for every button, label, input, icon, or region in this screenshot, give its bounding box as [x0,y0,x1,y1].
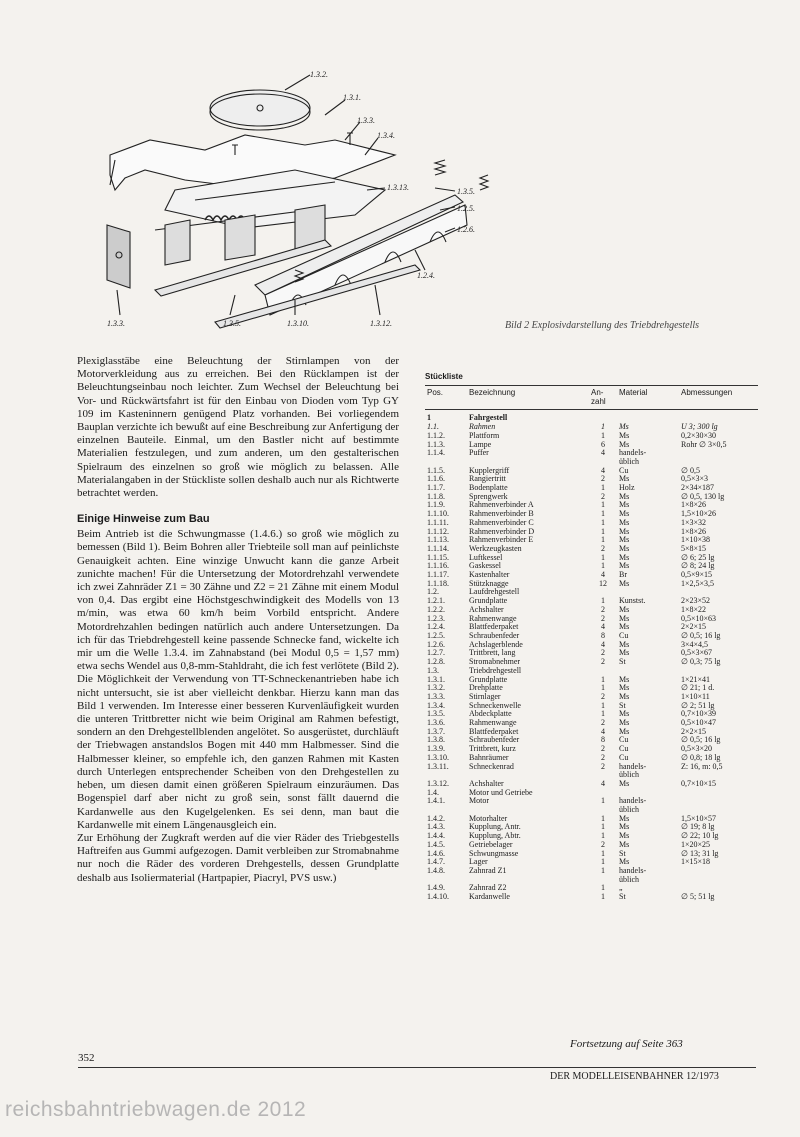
footer-rule [78,1067,756,1068]
table-cell: 1×3×32 [681,517,707,527]
table-cell: 1.3.6. [427,718,445,728]
table-cell: Schraubenfeder [469,630,520,640]
table-cell: Rohr ∅ 3×0,5 [681,439,727,449]
table-cell: 1.2.8. [427,657,445,667]
table-cell: St [619,848,626,858]
table-cell: 1 [601,430,605,440]
table-cell: Ms [619,726,630,736]
table-cell: 2 [601,752,605,762]
table-cell: 1×10×38 [681,535,711,545]
figure-label: 1.3.12. [370,319,392,328]
table-cell: 1.4.4. [427,831,445,841]
table-cell: Ms [619,691,630,701]
table-cell: Holz [619,483,635,493]
table-cell: 1.1.10. [427,509,449,519]
table-cell: Luftkessel [469,552,503,562]
table-cell: 1.2.7. [427,648,445,658]
figure-label: 1.3.5. [457,187,475,196]
table-cell: Lampe [469,439,492,449]
table-cell: Ms [619,604,630,614]
table-cell: 1.3.7. [427,726,445,736]
table-cell: Stützknagge [469,578,509,588]
table-cell: 1.4.8. [427,865,445,875]
table-cell: Ms [619,639,630,649]
table-cell: Ms [619,517,630,527]
table-cell: 1.4.3. [427,822,445,832]
table-cell: 1.1.3. [427,439,445,449]
table-cell: 2×2×15 [681,726,707,736]
table-cell: 0,5×3×67 [681,648,713,658]
table-cell: 1 [601,535,605,545]
table-cell: Ms [619,709,630,719]
table-cell: Kastenhalter [469,570,510,580]
table-cell: Grundplatte [469,596,508,606]
table-cell: Ms [619,526,630,536]
table-cell: 2×34×187 [681,483,715,493]
table-cell: Ms [619,535,630,545]
table-cell: Rahmenwange [469,613,517,623]
table-cell: Sprengwerk [469,491,508,501]
table-cell: 1 [601,483,605,493]
table-cell: 1 [601,500,605,510]
table-cell: Blattfederpaket [469,622,519,632]
table-cell: Ms [619,430,630,440]
table-cell: 4 [601,465,605,475]
table-cell: 1.3.10. [427,752,449,762]
table-cell: Ms [619,509,630,519]
table-cell: 1 [601,561,605,571]
table-cell: ∅ 6; 25 lg [681,552,715,562]
table-cell: 1.2.6. [427,639,445,649]
table-cell: 1 [601,796,605,806]
table-cell: Rahmenwange [469,718,517,728]
table-cell: 1.3. [427,665,439,675]
table-cell: handels- üblich [619,761,647,780]
table-cell: Kupplung, Abtr. [469,831,521,841]
table-cell: Rahmen [469,422,496,432]
table-cell: Rangiertritt [469,474,506,484]
table-cell: Puffer [469,448,489,458]
figure-label: 1.3.3. [107,319,125,328]
parts-table-body [425,410,758,902]
table-cell: 1 [601,517,605,527]
table-cell: Ms [619,543,630,553]
table-cell: Ms [619,822,630,832]
parts-header-cell: Abmessungen [679,386,758,410]
table-cell: handels- üblich [619,796,647,815]
table-row [425,893,758,902]
table-cell: Ms [619,831,630,841]
table-cell: Triebdrehgestell [469,665,522,675]
table-cell: Lager [469,857,488,867]
table-cell: Zahnrad Z1 [469,865,507,875]
table-cell: 4 [601,726,605,736]
table-cell: 2 [601,839,605,849]
table-cell: Bodenplatte [469,483,508,493]
table-cell: 1.1.8. [427,491,445,501]
table-cell: St [619,892,626,902]
table-cell: 0,5×10×63 [681,613,717,623]
table-row [425,763,758,780]
table-cell: 2 [601,657,605,667]
table-cell: Achshalter [469,604,504,614]
parts-table [425,385,758,902]
table-cell: 1.3.11. [427,761,449,771]
table-cell: 1 [601,831,605,841]
table-cell: Rahmenverbinder E [469,535,534,545]
table-cell: Ms [619,778,630,788]
article-text-column [77,355,399,885]
table-cell [679,449,758,466]
table-cell: Trittbrett, kurz [469,744,516,754]
watermark: reichsbahntriebwagen.de 2012 [5,1098,307,1121]
table-cell: Zahnrad Z2 [469,883,507,893]
table-cell: 0,5×3×20 [681,744,713,754]
parts-header-cell: Pos. [425,386,467,410]
table-cell: Fahrgestell [469,413,508,423]
table-cell: 1.2.4. [427,622,445,632]
table-cell: 1×21×41 [681,674,711,684]
table-cell: 2×23×52 [681,596,711,606]
table-cell: 1×8×26 [681,526,707,536]
table-cell: 1 [601,596,605,606]
table-cell: 1.4. [427,787,439,797]
table-cell: 12 [599,578,607,588]
table-cell: 1.3.2. [427,683,445,693]
table-cell: Motor und Getriebe [469,787,533,797]
table-cell: 1 [601,865,605,875]
table-cell: 1×15×18 [681,857,711,867]
table-cell: 1.2.3. [427,613,445,623]
figure-label: 1.3.3. [357,116,375,125]
table-cell: 1 [601,674,605,684]
table-cell: 1 [601,709,605,719]
table-cell: 8 [601,735,605,745]
table-cell: 2 [601,691,605,701]
table-cell: 0,5×9×15 [681,570,713,580]
table-cell: Getriebelager [469,839,513,849]
table-cell: Kupplergriff [469,465,510,475]
parts-header-cell: Bezeichnung [467,386,589,410]
table-cell: 2 [601,648,605,658]
table-cell: ∅ 13; 31 lg [681,848,719,858]
figure-label: 1.2.4. [417,271,435,280]
table-cell: Kupplung, Antr. [469,822,521,832]
table-cell: ∅ 8; 24 lg [681,561,715,571]
table-cell: 1 [427,413,431,423]
table-cell: 1.4.7. [427,857,445,867]
table-cell: Rahmenverbinder B [469,509,534,519]
figure-label: 1.3.1. [343,93,361,102]
table-cell: 1.1.18. [427,578,449,588]
table-cell: 1 [601,700,605,710]
table-cell: Ms [619,674,630,684]
table-cell: Gaskessel [469,561,501,571]
table-cell: 1.3.9. [427,744,445,754]
table-cell: Ms [619,622,630,632]
parts-list [425,372,758,902]
table-cell: 1.4.6. [427,848,445,858]
table-cell: 1 [601,883,605,893]
table-cell: 1,5×10×26 [681,509,717,519]
table-cell: ∅ 5; 51 lg [681,892,715,902]
parts-list-title: Stückliste [425,372,463,381]
table-cell: Drehplatte [469,683,503,693]
table-cell: 0,7×10×39 [681,709,717,719]
table-cell: Schwungmasse [469,848,519,858]
table-cell: 1.1.12. [427,526,449,536]
table-cell: 2 [601,543,605,553]
table-cell: 1 [601,822,605,832]
table-cell: 1.1.13. [427,535,449,545]
table-cell: 1.1.2. [427,430,445,440]
table-cell: Ms [619,839,630,849]
table-cell: St [619,657,626,667]
table-cell: ∅ 2; 51 lg [681,700,715,710]
table-cell: ∅ 0,3; 75 lg [681,657,721,667]
parts-header-cell: Material [617,386,679,410]
table-cell: 2 [601,718,605,728]
table-cell: 1.4.9. [427,883,445,893]
table-cell: Cu [619,735,629,745]
table-cell: Cu [619,752,629,762]
table-cell: St [619,700,626,710]
table-cell: 1.3.1. [427,674,445,684]
table-cell: ∅ 0,5; 16 lg [681,630,721,640]
table-cell: U 3; 300 lg [681,422,718,432]
table-cell: 1.1.15. [427,552,449,562]
table-cell: 2 [601,474,605,484]
figure-caption: Bild 2 Explosivdarstellung des Triebdrehgestells [505,320,700,331]
table-cell: Br [619,570,627,580]
table-cell: 1 [601,857,605,867]
table-cell: Plattform [469,430,500,440]
figure-label: 1.3.5. [223,319,241,328]
figure-label: 1.3.2. [310,70,328,79]
table-cell: 1.2.2. [427,604,445,614]
table-cell: 3×4×4,5 [681,639,709,649]
table-cell: Abdeckplatte [469,709,512,719]
table-row [425,797,758,814]
table-cell: Rahmenverbinder C [469,517,534,527]
table-cell: ∅ 0,5, 130 lg [681,491,725,501]
paragraph: Beim Antrieb ist die Schwungmasse (1.4.6.) so groß wie möglich zu bemessen (Bild 1). Beim Bohren aller Triebteile soll man auf peinlichste Genauigkeit achten. Eine winzige Unwucht kann die ganze Arbeit zunichte machen! Für die Untersetzung der Motordrehzahl verwendete ich zwei Zahnräder Z1 = 30 Zähne und Z2 = 21 Zähne mit einem Modul von 0,4. Das ergibt eine Höchstgeschwindigkeit des Modells von 13 m/min, was etwa 60 km/h beim Vorbild entspricht. Andere Motordrehzahlen bedingen natürlich auch andere Untersetzungen. Da ich für das Triebdrehgestell keine passende Schnecke fand, wickelte ich mir um die Welle 1.3.4. im Zahnabstand (bei Modul 0,5 = 1,57 mm) etwa sechs Wendel aus 0,8-mm-Stahldraht, die ich fest verlötete (Bild 2). Die Möglichkeit der Verwendung von TT-Schneckenantrieben habe ich nicht untersucht, sie ist aber vielleicht denkbar. Hierzu kann man das Bild 1 verwenden. Im Interesse einer besseren Kurvenläufigkeit wurden die unteren Trittbretter nicht wie beim Original am Rahmen befestigt, sondern an den Drehgestellblenden angelötet. So ausgerüstet, durchläuft der Triebwagen anstandslos Bogen mit 440 mm Halbmesser. Sind die Halbmesser kleiner, so empfehle ich, den ganzen Rahmen mit Kasten durch Unterlegen entsprechender Scheiben von den Drehgestellen zu heben, um diesen damit einen größeren Spielraum einzuräumen. Das Bogenspiel darf aber nicht zu groß sein, sonst fällt dauernd die Kardanwelle aus den Kugelgelenken. Es sei denn, man baut die Kardanwelle mit einem Längenausgleich ein. [77,528,399,831]
table-cell: Ms [619,552,630,562]
table-cell: Schneckenrad [469,761,514,771]
table-cell: Ms [619,500,630,510]
table-cell [679,797,758,814]
table-cell: 1 [601,552,605,562]
table-cell: 0,2×30×30 [681,430,717,440]
table-cell: Kardanwelle [469,892,510,902]
table-cell: 8 [601,630,605,640]
table-cell: 1 [601,848,605,858]
table-cell [679,867,758,884]
table-cell: ∅ 0,5; 16 lg [681,735,721,745]
table-cell: Cu [619,744,629,754]
table-cell: Cu [619,465,629,475]
table-cell: handels- üblich [619,448,647,466]
journal-name: DER MODELLEISENBAHNER 12/1973 [550,1071,719,1082]
table-cell: Z: 16, m: 0,5 [681,761,723,771]
table-cell: 1.1.14. [427,543,449,553]
table-cell: Ms [619,718,630,728]
table-cell: 1.1.17. [427,570,449,580]
table-cell: 0,5×10×47 [681,718,717,728]
table-cell: 0,5×3×3 [681,474,709,484]
table-cell: ∅ 19; 8 lg [681,822,715,832]
table-cell: 1,5×10×57 [681,813,717,823]
table-cell: Ms [619,422,629,432]
table-cell: 2 [601,744,605,754]
table-row [425,867,758,884]
table-cell: 1.1.9. [427,500,445,510]
table-cell: 1.2.1. [427,596,445,606]
table-cell: 1.3.12. [427,778,449,788]
table-cell: 1×2,5×3,5 [681,578,715,588]
table-cell: Trittbrett, lang [469,648,516,658]
table-cell: 1 [601,683,605,693]
table-cell: 6 [601,439,605,449]
table-cell: Schneckenwelle [469,700,521,710]
table-cell: 2 [601,491,605,501]
table-cell: Rahmenverbinder A [469,500,534,510]
table-cell: 1.4.10. [427,892,449,902]
table-cell: handels- üblich [619,865,647,884]
figure-label: 1.3.4. [377,131,395,140]
table-cell: Achshalter [469,778,504,788]
table-cell: Ms [619,683,630,693]
table-cell: 1×8×22 [681,604,707,614]
exploded-view-figure [95,60,515,345]
table-cell: 1×8×26 [681,500,707,510]
table-cell: 1.3.5. [427,709,445,719]
parts-table-header [425,386,758,410]
table-cell: 1.3.8. [427,735,445,745]
table-cell: Laufdrehgestell [469,587,520,597]
table-cell: 1 [601,813,605,823]
table-cell: Schraubenfeder [469,735,520,745]
table-cell: 1 [601,892,605,902]
table-cell: 1.4.1. [427,796,445,806]
table-cell: Ms [619,648,630,658]
parts-header-cell: An- zahl [589,386,617,410]
table-cell: 2×2×15 [681,622,707,632]
table-cell: Motorhalter [469,813,508,823]
bogie-drawing [95,60,515,345]
table-cell: Kunstst. [619,596,646,606]
table-cell: 2 [601,613,605,623]
figure-label: 1.2.6. [457,225,475,234]
table-cell: 5×8×15 [681,543,707,553]
table-cell: Stromabnehmer [469,657,521,667]
table-cell: 1.1.7. [427,483,445,493]
table-cell: 1.2.5. [427,630,445,640]
table-cell: 1.4.5. [427,839,445,849]
table-cell: 4 [601,778,605,788]
table-cell: 4 [601,622,605,632]
table-cell: 2 [601,761,605,771]
table-row [425,449,758,466]
table-cell: 1.1.4. [427,448,445,458]
table-cell: Cu [619,630,629,640]
table-cell: 4 [601,570,605,580]
table-cell: 1.1.16. [427,561,449,571]
table-cell: Achslagerblende [469,639,523,649]
table-cell: 1.1.5. [427,465,445,475]
figure-label: 1.3.13. [387,183,409,192]
table-cell: 1.1.11. [427,517,449,527]
table-cell: 1.1. [427,422,439,432]
table-cell: 1 [601,422,605,432]
table-cell: 1×10×11 [681,691,710,701]
table-cell: Ms [619,578,630,588]
table-cell: 2 [601,604,605,614]
figure-label: 1.2.5. [457,204,475,213]
paragraph: Plexiglasstäbe eine Beleuchtung der Stirnlampen von der Motorverkleidung aus zu erreichen. Bei den Rücklampen ist der Beleuchtungseinbau noch leichter. Zum Wechsel der Beleuchtung bei Vor- und Rückwärtsfahrt ist für den Einbau von Dioden vom Typ GY 109 im Kasteninnern genügend Platz vorhanden. Bei vorliegendem Bauplan verzichte ich bewußt auf eine Beschreibung zur Anfertigung der einzelnen Bauteile. Einmal, um den Bastler nicht auf bestimmte Materialien festzulegen, und zum anderen, um den gestalterischen Spielraum des einzelnen so groß wie möglich zu belassen. Alle Materialangaben in der Stückliste sollen deshalb auch nur als Richtwerte betrachtet werden. [77,355,399,500]
table-cell: 1.1.6. [427,474,445,484]
table-cell: Bahnräumer [469,752,509,762]
table-cell: Rahmenverbinder D [469,526,535,536]
table-cell: 1.2. [427,587,439,597]
table-cell: „ [619,883,623,893]
table-cell: Ms [619,813,630,823]
table-cell: Werkzeugkasten [469,543,522,553]
table-cell: 1.4.2. [427,813,445,823]
table-cell: Ms [619,857,630,867]
figure-label: 1.3.10. [287,319,309,328]
table-cell: 1.3.4. [427,700,445,710]
table-cell: 1.3.3. [427,691,445,701]
table-cell: Ms [619,613,630,623]
table-cell: Ms [619,561,630,571]
table-cell: Ms [619,491,630,501]
table-cell: 1×20×25 [681,839,711,849]
table-cell: Motor [469,796,489,806]
table-cell: 4 [601,639,605,649]
table-cell: Ms [619,439,630,449]
table-cell: 1 [601,509,605,519]
paragraph: Zur Erhöhung der Zugkraft werden auf die vier Räder des Triebgestells Haftreifen aus Gummi aufgezogen. Damit verbleiben zur Stromabnahme nur noch die Räder des vorderen Drehgestells, dessen Grundplatte deshalb aus Isoliermaterial (Hartpapier, Piacryl, PVS usw.) [77,831,399,884]
section-heading: Einige Hinweise zum Bau [77,513,210,526]
table-cell: 4 [601,448,605,458]
table-cell: Blattfederpaket [469,726,519,736]
table-cell: ∅ 21; 1 d. [681,683,715,693]
table-cell: ∅ 0,8; 18 lg [681,752,721,762]
table-cell: Grundplatte [469,674,508,684]
table-cell: ∅ 22; 10 lg [681,831,719,841]
table-cell: Stirnlager [469,691,501,701]
table-cell: Ms [619,474,630,484]
table-cell: 1 [601,526,605,536]
table-cell: ∅ 0,5 [681,465,700,475]
continuation-note: Fortsetzung auf Seite 363 [570,1038,683,1050]
table-cell [679,789,758,798]
page-number: 352 [78,1052,95,1064]
table-cell: 0,7×10×15 [681,778,717,788]
